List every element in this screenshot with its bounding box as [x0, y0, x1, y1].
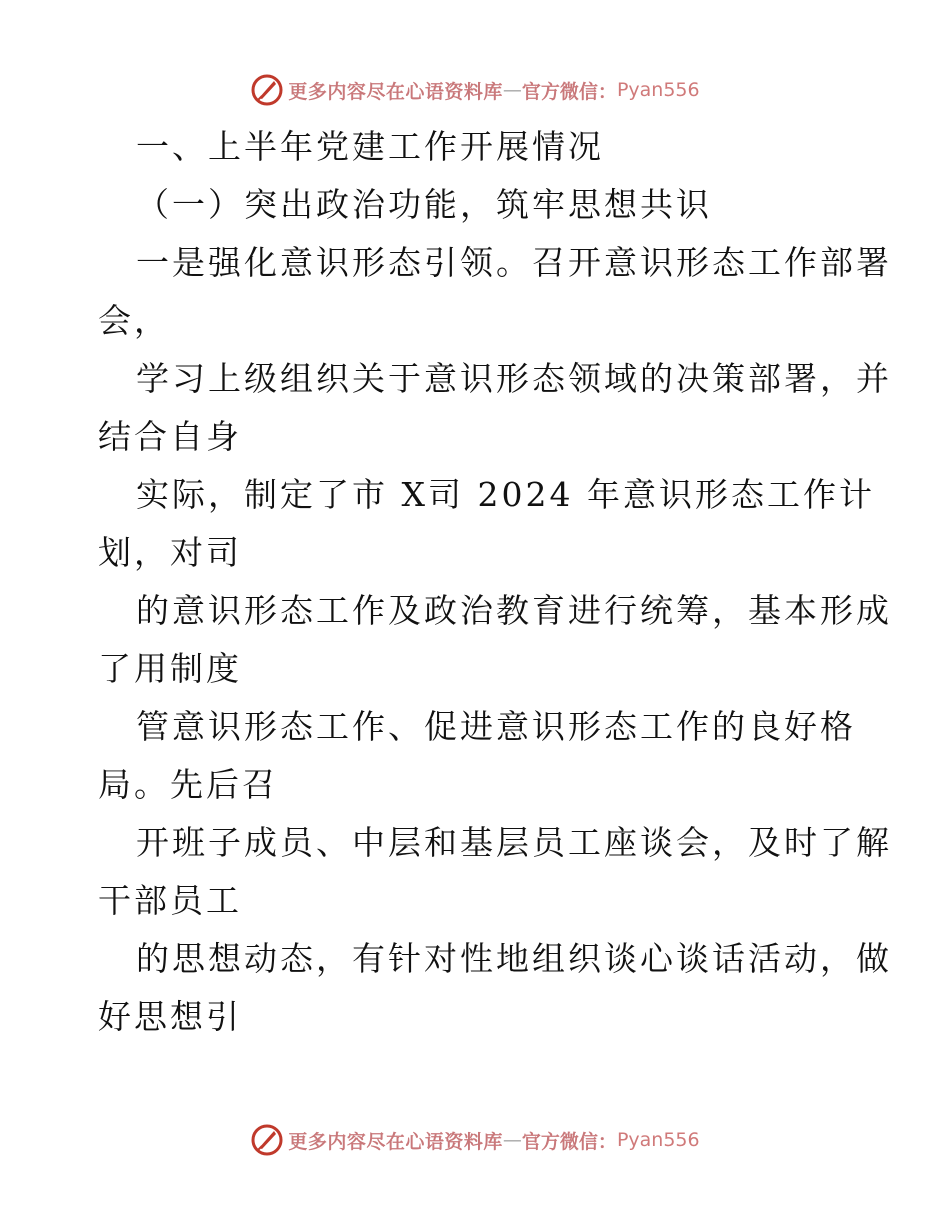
paragraph-line: 一是强化意识形态引领。召开意识形态工作部署	[136, 243, 892, 282]
header-banner-text: 更多内容尽在心语资料库	[288, 80, 503, 103]
paragraph-line: 结合自身	[98, 417, 242, 456]
subsection-heading: （一）突出政治功能，筑牢思想共识	[136, 185, 712, 224]
paragraph-line: 的意识形态工作及政治教育进行统筹，基本形成	[136, 591, 892, 630]
paragraph-line: 局。先后召	[98, 765, 278, 804]
header-banner	[0, 70, 950, 110]
feather-pen-logo-icon	[250, 73, 284, 107]
document-body	[98, 118, 892, 1046]
paragraph-line: 了用制度	[98, 649, 242, 688]
feather-pen-logo-icon	[250, 1123, 284, 1157]
paragraph-line: 的思想动态，有针对性地组织谈心谈话活动，做	[136, 939, 892, 978]
paragraph-line: 管意识形态工作、促进意识形态工作的良好格	[136, 707, 856, 746]
footer-wechat-label: 官方微信：	[521, 1130, 617, 1153]
footer-banner	[0, 1120, 950, 1160]
paragraph-line: 好思想引	[98, 997, 242, 1036]
footer-wechat-id: Pyan556	[616, 1129, 700, 1151]
footer-banner-separator: —	[502, 1129, 522, 1151]
paragraph-line: 划，对司	[98, 533, 242, 572]
paragraph-line: 会，	[98, 301, 170, 340]
footer-banner-text: 更多内容尽在心语资料库	[288, 1130, 503, 1153]
paragraph-line: 干部员工	[98, 881, 242, 920]
paragraph-line: 开班子成员、中层和基层员工座谈会，及时了解	[136, 823, 892, 862]
header-banner-separator: —	[502, 79, 522, 101]
header-wechat-id: Pyan556	[616, 79, 700, 101]
paragraph-line: 学习上级组织关于意识形态领域的决策部署，并	[136, 359, 892, 398]
header-wechat-label: 官方微信：	[521, 80, 617, 103]
paragraph-line: 实际，制定了市 X司 2024 年意识形态工作计	[136, 475, 875, 514]
section-heading: 一、上半年党建工作开展情况	[136, 127, 604, 166]
